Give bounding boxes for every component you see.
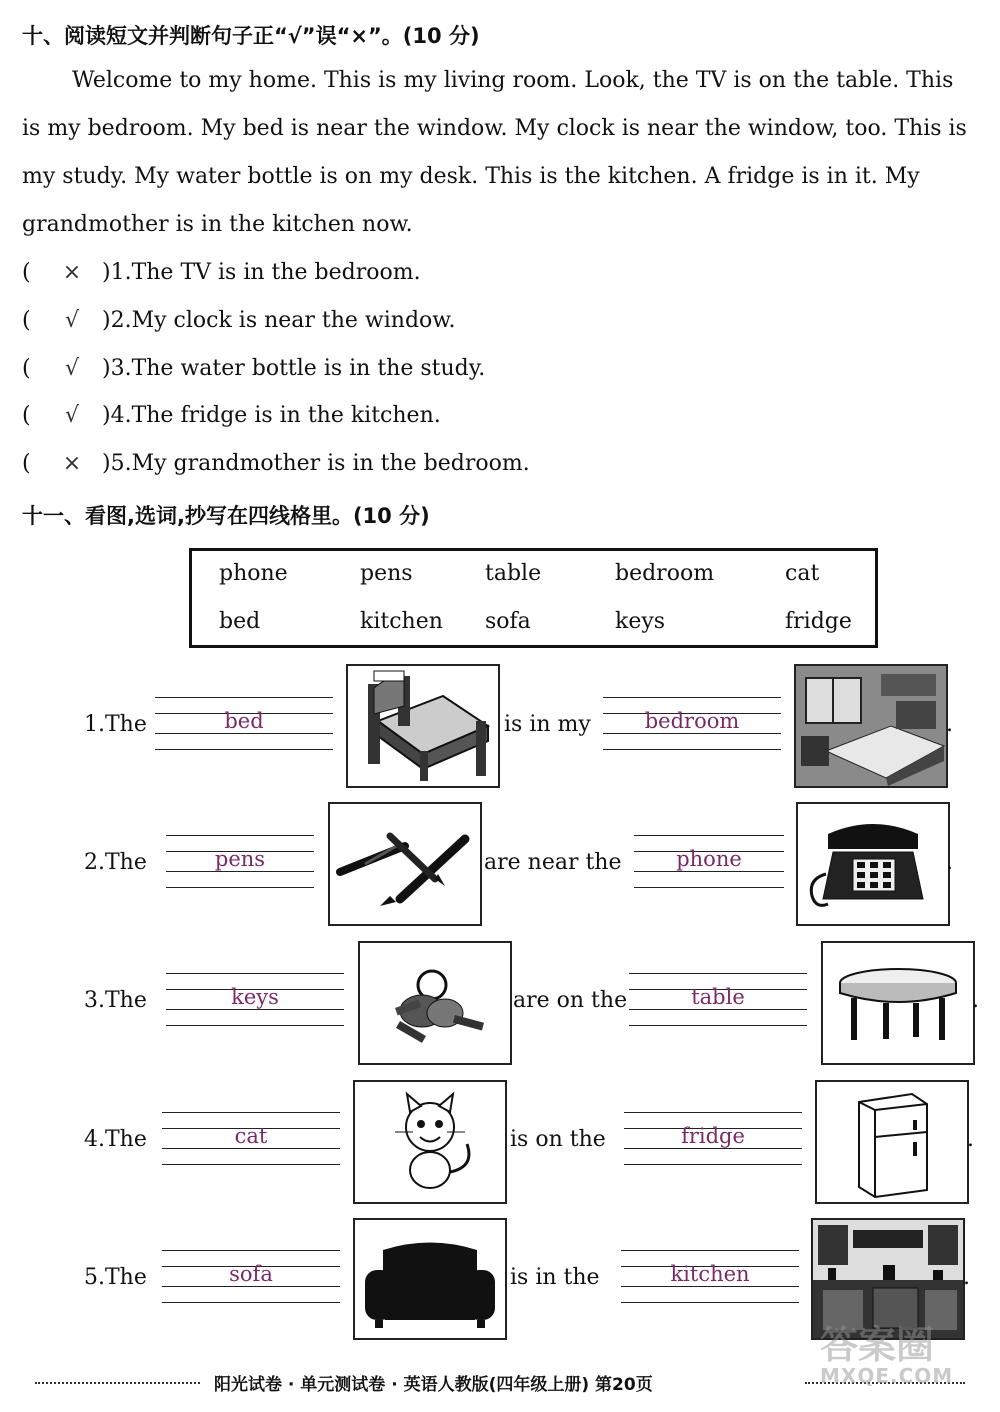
- fridge-picture: [815, 1080, 969, 1204]
- answer-mark[interactable]: ×: [62, 451, 82, 476]
- answer-word: table: [691, 985, 745, 1009]
- four-line-grid-5b[interactable]: [621, 1250, 799, 1304]
- footer-text: 阳光试卷 · 单元测试卷 · 英语人教版(四年级上册) 第20页: [214, 1375, 653, 1395]
- open-paren: (: [22, 403, 31, 428]
- phone-picture: [796, 802, 950, 926]
- four-line-grid-2b[interactable]: [634, 835, 784, 889]
- sofa-picture: [353, 1218, 507, 1340]
- passage-line-2: is my bedroom. My bed is near the window. My clock is near the window, too. This is: [22, 116, 967, 141]
- bed-picture: [346, 664, 500, 788]
- answer-word: pens: [214, 847, 266, 871]
- answer-word: sofa: [229, 1262, 273, 1286]
- question-4-end: .: [967, 1127, 974, 1152]
- question-4-middle-text: is on the: [510, 1127, 606, 1152]
- answer-word: bed: [224, 709, 264, 733]
- question-4-label: 4.The: [84, 1127, 147, 1152]
- watermark-text-2: MXQE.COM: [820, 1364, 954, 1388]
- open-paren: (: [22, 260, 31, 285]
- judgement-item-5: [22, 451, 530, 476]
- question-2-label: 2.The: [84, 850, 147, 875]
- question-5-end: .: [963, 1265, 970, 1290]
- close-paren: ): [102, 451, 111, 476]
- word-bank-item: fridge: [785, 609, 852, 634]
- question-3-end: .: [972, 988, 979, 1013]
- judgement-item-2: [22, 308, 456, 333]
- statement: 4.The fridge is in the kitchen.: [110, 403, 441, 428]
- question-3-label: 3.The: [84, 988, 147, 1013]
- question-5-middle-text: is in the: [510, 1265, 600, 1290]
- close-paren: ): [102, 403, 111, 428]
- judgement-item-1: [22, 260, 421, 285]
- answer-mark[interactable]: √: [64, 403, 80, 428]
- answer-word: kitchen: [670, 1262, 750, 1286]
- answer-mark[interactable]: √: [64, 356, 80, 381]
- answer-word: cat: [234, 1124, 268, 1148]
- question-2-end: .: [946, 850, 953, 875]
- answer-mark[interactable]: √: [64, 308, 80, 333]
- word-bank-item: phone: [219, 561, 288, 586]
- statement: 3.The water bottle is in the study.: [110, 356, 486, 381]
- question-2-middle-text: are near the: [484, 850, 622, 875]
- four-line-grid-1b[interactable]: [603, 697, 781, 751]
- answer-word: fridge: [681, 1124, 745, 1148]
- statement: 1.The TV is in the bedroom.: [110, 260, 421, 285]
- word-bank-item: bedroom: [615, 561, 715, 586]
- open-paren: (: [22, 356, 31, 381]
- cat-picture: [353, 1080, 507, 1204]
- close-paren: ): [102, 260, 111, 285]
- watermark-logo: [820, 1325, 953, 1387]
- word-bank-item: pens: [360, 561, 413, 586]
- open-paren: (: [22, 451, 31, 476]
- statement: 5.My grandmother is in the bedroom.: [110, 451, 530, 476]
- keys-picture: [358, 941, 512, 1065]
- question-1-middle-text: is in my: [504, 712, 591, 737]
- answer-word: bedroom: [644, 709, 740, 733]
- question-5-label: 5.The: [84, 1265, 147, 1290]
- question-1-end: .: [946, 712, 953, 737]
- four-line-grid-5a[interactable]: [162, 1250, 340, 1304]
- four-line-grid-4a[interactable]: [162, 1112, 340, 1166]
- word-bank-item: keys: [615, 609, 666, 634]
- section-11-heading: 十一、看图,选词,抄写在四线格里。(10 分): [22, 504, 430, 528]
- question-3-middle-text: are on the: [513, 988, 628, 1013]
- four-line-grid-2a[interactable]: [166, 835, 314, 889]
- word-bank-item: kitchen: [360, 609, 443, 634]
- kitchen-picture: [811, 1218, 965, 1340]
- statement: 2.My clock is near the window.: [110, 308, 456, 333]
- section-10-heading: 十、阅读短文并判断句子正“√”误“×”。(10 分): [22, 24, 480, 48]
- pens-picture: [328, 802, 482, 926]
- answer-word: phone: [676, 847, 742, 871]
- question-1-label: 1.The: [84, 712, 147, 737]
- close-paren: ): [102, 356, 111, 381]
- answer-mark[interactable]: ×: [62, 260, 82, 285]
- open-paren: (: [22, 308, 31, 333]
- word-bank-item: bed: [219, 609, 261, 634]
- judgement-item-3: [22, 356, 485, 381]
- close-paren: ): [102, 308, 111, 333]
- bedroom-picture: [794, 664, 948, 788]
- word-bank-item: table: [485, 561, 542, 586]
- word-bank: [189, 548, 878, 648]
- judgement-item-4: [22, 403, 441, 428]
- passage-line-1: Welcome to my home. This is my living room. Look, the TV is on the table. This: [72, 68, 954, 93]
- footer-dotted-rule-left: [35, 1382, 200, 1384]
- four-line-grid-3b[interactable]: [629, 973, 807, 1027]
- watermark-text-1: 答案圈: [820, 1323, 935, 1367]
- word-bank-item: sofa: [485, 609, 531, 634]
- four-line-grid-4b[interactable]: [624, 1112, 802, 1166]
- four-line-grid-3a[interactable]: [166, 973, 344, 1027]
- answer-word: keys: [231, 985, 279, 1009]
- four-line-grid-1a[interactable]: [155, 697, 333, 751]
- passage-line-3: my study. My water bottle is on my desk. This is the kitchen. A fridge is in it. My: [22, 164, 920, 189]
- table-picture: [821, 941, 975, 1065]
- passage-line-4: grandmother is in the kitchen now.: [22, 212, 413, 237]
- word-bank-item: cat: [785, 561, 820, 586]
